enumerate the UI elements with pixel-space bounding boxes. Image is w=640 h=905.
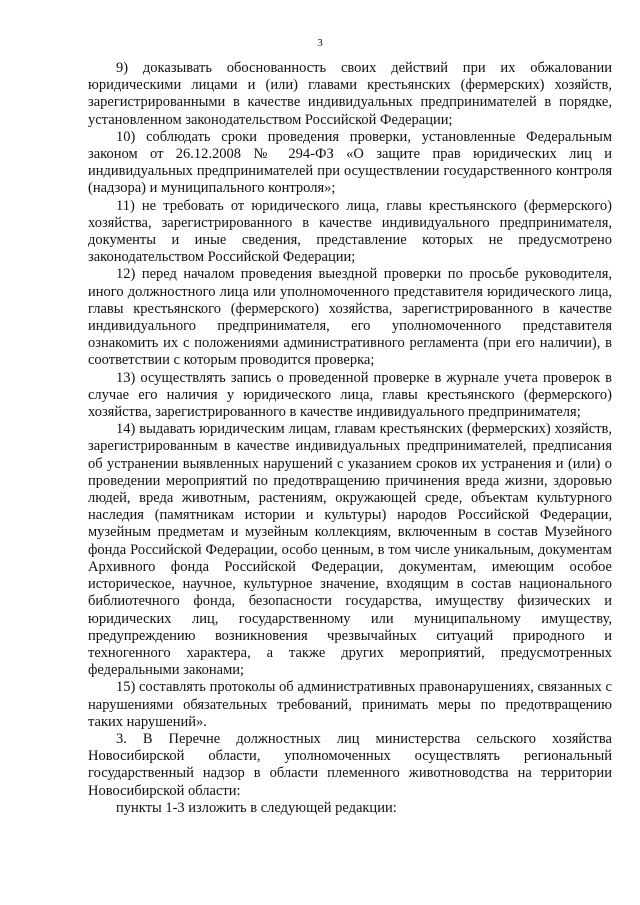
document-body xyxy=(88,60,612,817)
paragraph-item-11: 11) не требовать от юридического лица, главы крестьянского (фермерского) хозяйства, зарегистрированного в качестве индивидуального предпринимателя, документы и иные сведения, представление которых не предусмотрено законодательством Российской Федерации; xyxy=(88,197,612,266)
paragraph-item-14: 14) выдавать юридическим лицам, главам крестьянских (фермерских) хозяйств, зарегистрированным в качестве индивидуальных предпринимателей, предписания об устранении выявленных нарушений с указанием сроков их устранения и (или) о проведении мероприятий по предотвращению причинения вреда жизни, здоровью людей, вреда животным, растениям, окружающей среде, объектам культурного наследия (памятникам истории и культуры) народов Российской Федерации, музейным предметам и музейным коллекциям, включенным в состав Музейного фонда Российской Федерации, особо ценным, в том числе уникальным, документам Архивного фонда Российской Федерации, документам, имеющим особое историческое, научное, культурное значение, входящим в состав национального библиотечного фонда, безопасности государства, имуществу физических и юридических лиц, государственному или муниципальному имуществу, предупреждению возникновения чрезвычайных ситуаций природного и техногенного характера, а также других мероприятий, предусмотренных федеральными законами; xyxy=(88,421,612,679)
paragraph-item-9: 9) доказывать обоснованность своих действий при их обжаловании юридическими лицами и (или) главами крестьянских (фермерских) хозяйств, зарегистрированными в качестве индивидуальных предпринимателей в порядке, установленном законодательством Российской Федерации; xyxy=(88,60,612,128)
paragraph-item-15: 15) составлять протоколы об административных правонарушениях, связанных с нарушениями обязательных требований, принимать меры по предотвращению таких нарушений». xyxy=(88,679,612,730)
paragraph-item-12: 12) перед началом проведения выездной проверки по просьбе руководителя, иного должностного лица или уполномоченного представителя юридического лица, главы крестьянского (фермерского) хозяйства, зарегистрированного в качестве индивидуального предпринимателя, его уполномоченного представителя ознакомить их с положениями административного регламента (при его наличии), в соответствии с которым проводится проверка; xyxy=(88,266,612,369)
paragraph-item-13: 13) осуществлять запись о проведенной проверке в журнале учета проверок в случае его наличия у юридического лица, главы крестьянского (фермерского) хозяйства, зарегистрированного в качестве индивидуального предпринимателя; xyxy=(88,369,612,421)
page-number: 3 xyxy=(317,37,323,49)
paragraph-section-3: 3. В Перечне должностных лиц министерства сельского хозяйства Новосибирской области, уполномоченных осуществлять региональный государственный надзор в области племенного животноводства на территории Новосибирской области: xyxy=(88,730,612,799)
paragraph-item-10: 10) соблюдать сроки проведения проверки, установленные Федеральным законом от 26.12.2008 № 294-ФЗ «О защите прав юридических лиц и индивидуальных предпринимателей при осуществлении государственного контроля (надзора) и муниципального контроля»; xyxy=(88,128,612,197)
paragraph-instruction: пункты 1-3 изложить в следующей редакции: xyxy=(116,799,397,816)
